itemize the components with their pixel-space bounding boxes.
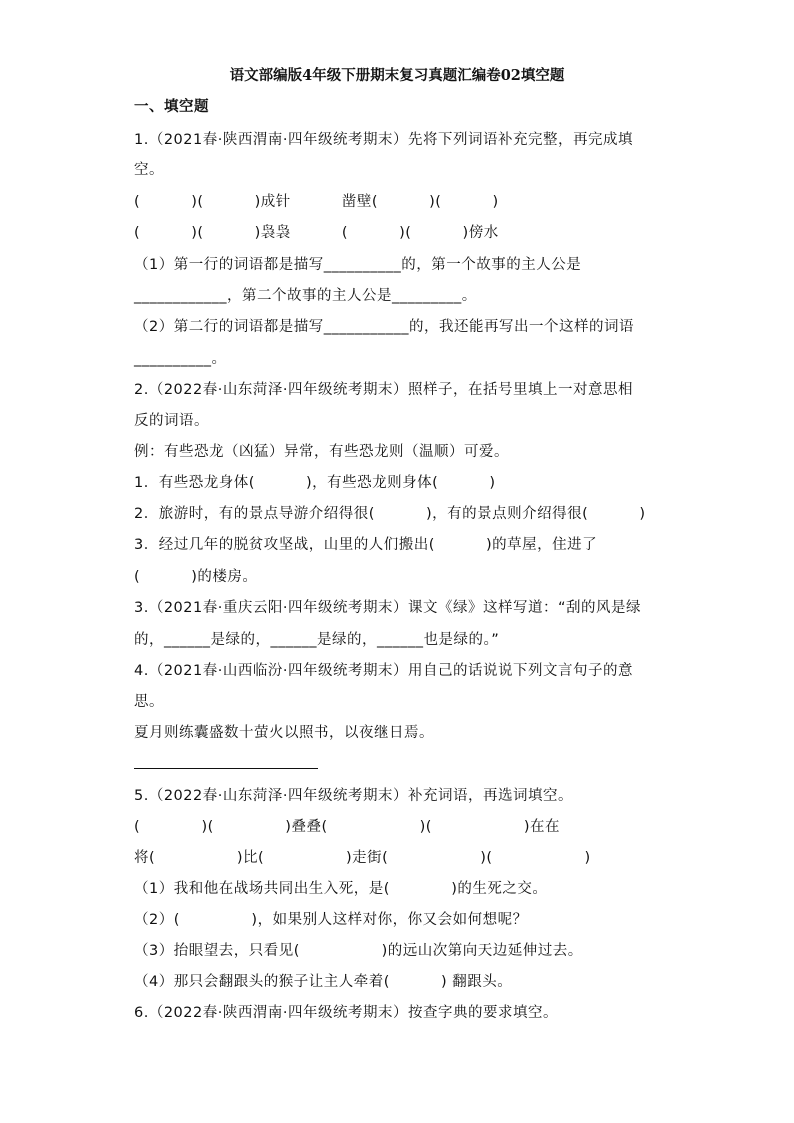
q2-line-2: 反的词语。: [134, 413, 209, 429]
document-title: 语文部编版4年级下册期末复习真题汇编卷02填空题: [229, 67, 565, 84]
q1-line-2: 空。: [134, 162, 164, 178]
q5-sub-1: （1）我和他在战场共同出生入死，是( )的生死之交。: [134, 881, 548, 897]
q3-line-1: 3.（2021春·重庆云阳·四年级统考期末）课文《绿》这样写道：“刮的风是绿: [134, 600, 641, 616]
q1-sub-2-line-2: __________。: [134, 351, 227, 367]
q6-line-1: 6.（2022春·陕西渭南·四年级统考期末）按查字典的要求填空。: [134, 1005, 558, 1021]
q4-classical-sentence: 夏月则练囊盛数十萤火以照书，以夜继日焉。: [134, 725, 434, 741]
q5-sub-3: （3）抬眼望去，只看见( )的远山次第向天边延伸过去。: [134, 943, 583, 959]
q5-word-row-2: 将( )比( )走街( )( ): [134, 850, 591, 866]
q1-sub-1-line-1: （1）第一行的词语都是描写__________的，第一个故事的主人公是: [134, 257, 582, 273]
q1-idiom-row-2: ( )( )袅袅 ( )( )傍水: [134, 225, 499, 241]
q1-idiom-row-1: ( )( )成针 凿壁( )( ): [134, 194, 499, 210]
q3-line-2: 的，______是绿的，______是绿的，______也是绿的。”: [134, 632, 500, 648]
q2-example: 例：有些恐龙（凶猛）异常，有些恐龙则（温顺）可爱。: [134, 444, 509, 460]
q1-sub-2-line-1: （2）第二行的词语都是描写___________的，我还能再写出一个这样的词语: [134, 319, 634, 335]
q4-line-1: 4.（2021春·山西临汾·四年级统考期末）用自己的话说说下列文言句子的意: [134, 663, 633, 679]
q2-item-2: 2．旅游时，有的景点导游介绍得很( )，有的景点则介绍得很( ): [134, 506, 646, 522]
q5-line-1: 5.（2022春·山东菏泽·四年级统考期末）补充词语，再选词填空。: [134, 788, 573, 804]
q2-line-1: 2.（2022春·山东菏泽·四年级统考期末）照样子，在括号里填上一对意思相: [134, 382, 633, 398]
q5-sub-4: （4）那只会翻跟头的猴子让主人牵着( ) 翻跟头。: [134, 974, 513, 990]
q2-item-3-line-2: ( )的楼房。: [134, 569, 258, 585]
q2-item-1: 1．有些恐龙身体( )，有些恐龙则身体( ): [134, 475, 496, 491]
q1-line-1: 1.（2021春·陕西渭南·四年级统考期末）先将下列词语补充完整，再完成填: [134, 132, 633, 148]
section-heading: 一、填空题: [134, 99, 209, 115]
q1-sub-1-line-2: ____________，第二个故事的主人公是_________。: [134, 288, 477, 304]
q5-sub-2: （2）( )，如果别人这样对你，你又会如何想呢？: [134, 912, 528, 928]
q4-answer-line: [134, 768, 318, 769]
q4-line-2: 思。: [134, 694, 164, 710]
q2-item-3-line-1: 3．经过几年的脱贫攻坚战，山里的人们搬出( )的草屋，住进了: [134, 537, 598, 553]
q5-word-row-1: ( )( )叠叠( )( )在在: [134, 819, 561, 835]
